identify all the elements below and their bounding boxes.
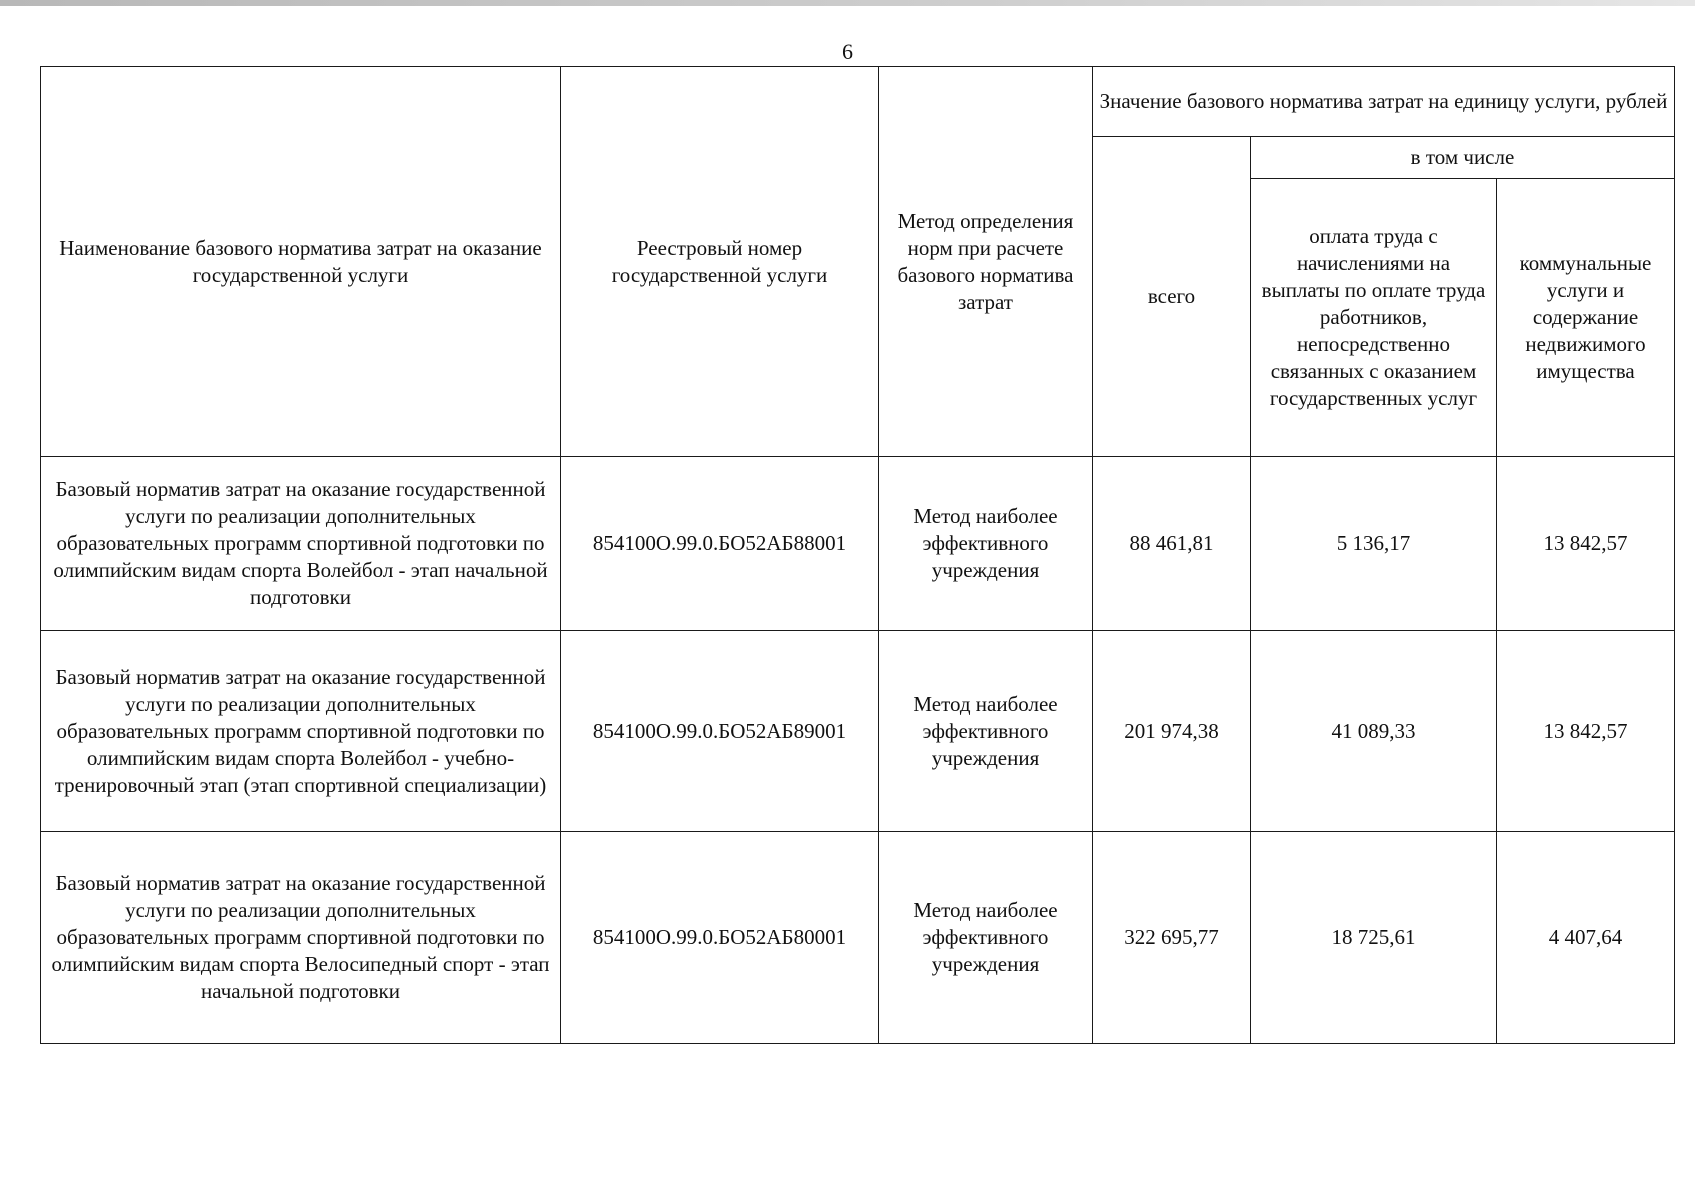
row-labor: 41 089,33 bbox=[1251, 631, 1497, 832]
row-labor: 18 725,61 bbox=[1251, 832, 1497, 1044]
page-number: 6 bbox=[842, 39, 853, 64]
table-row bbox=[41, 832, 1675, 1044]
header-utilities: коммунальные услуги и содержание недвижимого имущества bbox=[1497, 179, 1675, 457]
header-registry: Реестровый номер государственной услуги bbox=[561, 67, 879, 457]
row-method: Метод наиболее эффективного учреждения bbox=[879, 631, 1093, 832]
row-labor: 5 136,17 bbox=[1251, 457, 1497, 631]
norms-table bbox=[40, 66, 1675, 1044]
header-row-1 bbox=[41, 67, 1675, 137]
row-registry: 854100О.99.0.БО52АБ88001 bbox=[561, 457, 879, 631]
table-row bbox=[41, 457, 1675, 631]
header-including: в том числе bbox=[1251, 137, 1675, 179]
row-name: Базовый норматив затрат на оказание государственной услуги по реализации дополнительных образовательных программ спортивной подготовки по олимпийским видам спорта Велосипедный спорт - этап начальной подготовки bbox=[41, 832, 561, 1044]
header-method: Метод определения норм при расчете базового норматива затрат bbox=[879, 67, 1093, 457]
header-labor: оплата труда с начислениями на выплаты по оплате труда работников, непосредственно связанных с оказанием государственных услуг bbox=[1251, 179, 1497, 457]
row-utilities: 13 842,57 bbox=[1497, 457, 1675, 631]
row-registry: 854100О.99.0.БО52АБ89001 bbox=[561, 631, 879, 832]
table-row bbox=[41, 631, 1675, 832]
header-total: всего bbox=[1093, 137, 1251, 457]
row-method: Метод наиболее эффективного учреждения bbox=[879, 832, 1093, 1044]
row-name: Базовый норматив затрат на оказание государственной услуги по реализации дополнительных образовательных программ спортивной подготовки по олимпийским видам спорта Волейбол - этап начальной подготовки bbox=[41, 457, 561, 631]
row-method: Метод наиболее эффективного учреждения bbox=[879, 457, 1093, 631]
header-name: Наименование базового норматива затрат на оказание государственной услуги bbox=[41, 67, 561, 457]
scan-edge bbox=[0, 0, 1695, 6]
row-total: 201 974,38 bbox=[1093, 631, 1251, 832]
row-utilities: 13 842,57 bbox=[1497, 631, 1675, 832]
row-total: 88 461,81 bbox=[1093, 457, 1251, 631]
row-total: 322 695,77 bbox=[1093, 832, 1251, 1044]
row-name: Базовый норматив затрат на оказание государственной услуги по реализации дополнительных образовательных программ спортивной подготовки по олимпийским видам спорта Волейбол - учебно-тренировочный этап (этап спортивной специализации) bbox=[41, 631, 561, 832]
row-registry: 854100О.99.0.БО52АБ80001 bbox=[561, 832, 879, 1044]
header-value-group: Значение базового норматива затрат на единицу услуги, рублей bbox=[1093, 67, 1675, 137]
row-utilities: 4 407,64 bbox=[1497, 832, 1675, 1044]
